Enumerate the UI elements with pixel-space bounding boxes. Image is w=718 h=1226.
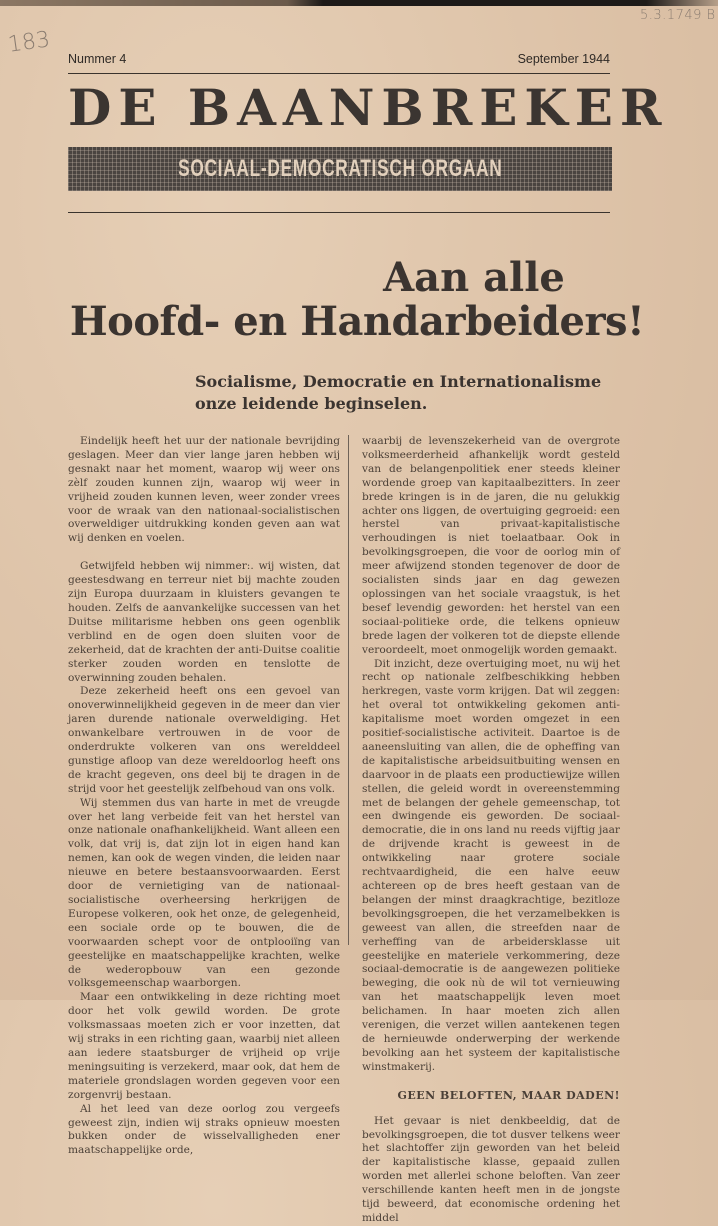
masthead-info: [68, 52, 610, 66]
subtitle-band: [68, 147, 612, 191]
paragraph: Deze zekerheid heeft ons een gevoel van onoverwinnelijkheid gegeven in de meer dan vier jaren durende nationale overweldiging. Het onwankelbare vertrouwen in de voor de onderdrukte volkeren van ons werelddeel gunstige afloop van deze wereldoorlog heeft ons de kracht gegeven, ons deel bij te dragen in de strijd voor het geestelijk zelfbehoud van ons volk.: [68, 685, 340, 795]
masthead-rule-bottom: [68, 212, 610, 213]
paragraph: Maar een ontwikkeling in deze richting moet door het volk gewild worden. De grote volksmassaas moeten zich er voor inzetten, dat wij straks in een richting gaan, waarbij niet alleen aan iedere staatsburger de vrijheid op vrije meningsuiting is verzekerd, maar ook, dat hem de materiele grondslagen worden gegeven voor een zorgenvrij bestaan.: [68, 991, 340, 1101]
paragraph: Eindelijk heeft het uur der nationale bevrijding geslagen. Meer dan vier lange jaren hebben wij gesnakt naar het moment, waarop wij weer ons zèlf zouden kunnen zijn, waarop wij weer in vrijheid zouden kunnen leven, weer zonder vrees voor de wraak van den nationaal-socialistischen overweldiger uitdrukking konden geven aan wat wij denken en voelen.: [68, 435, 340, 545]
torn-paper-edge: [0, 0, 718, 6]
issue-number: Nummer 4: [68, 52, 127, 66]
headline-line-1: Aan alle: [383, 254, 565, 301]
issue-date: September 1944: [517, 52, 610, 66]
pencil-archive-number: 183: [6, 27, 52, 58]
paragraph: Dit inzicht, deze overtuiging moet, nu wij het recht op nationale zelfbeschikking hebben herkregen, vaste vorm krijgen. Dat wil zeggen: het overal tot ontwikkeling gekomen anti-kapitalisme moet worden omgezet in een positief-socialistische activiteit. Daartoe is de aaneensluiting van allen, die de opheffing van de kapitalistische arbeidsuitbuiting wensen en daarvoor in de plaats een productiewijze willen stellen, die geleid wordt in overeenstemming met de belangen der gehele gemeenschap, tot een dwingende eis geworden. De sociaal-democratie, die in ons land nu reeds vijftig jaar de drijvende kracht is geweest in de ontwikkeling naar grotere sociale rechtvaardigheid, die een halve eeuw achtereen op de bres heeft gestaan van de belangen der minst draagkrachtige, bezitloze bevolkingsgroepen, die het verzamelbekken is geweest van allen, die streefden naar de verheffing van de arbeidersklasse uit geestelijke en materiele verkommering, deze sociaal-democratie is de aangewezen politieke beweging, die ook nù de wil tot vernieuwing van het maatschappelijk leven moet belichamen. In haar moeten zich allen verenigen, die verzet willen aantekenen tegen de hernieuwde onderwerping der werkende bevolking aan het systeem der kapitalistische winstmakerij.: [362, 657, 620, 1073]
newspaper-title: DE BAANBREKER: [68, 78, 669, 137]
paragraph: Wij stemmen dus van harte in met de vreugde over het lang verbeide feit van het herstel van onze nationale onafhankelijkheid. Want alleen een volk, dat vrij is, dat zijn lot in eigen hand kan nemen, kan ook de wegen vinden, die leiden naar nieuwe en betere bestaansvoorwaarden. Eerst door de vernietiging van de nationaal-socialistische overheersing herkrijgen de Europese volkeren, ook het onze, de gelegenheid, een sociale orde op te bouwen, die de voorwaarden schept voor de ontplooiïng van geestelijke en maatschappelijke krachten, welke de wederopbouw van een gezonde volksgemeenschap waarborgen.: [68, 796, 340, 990]
paragraph: waarbij de levenszekerheid van de overgrote volksmeerderheid afhankelijk wordt gesteld van de belangenpolitiek ener steeds kleiner wordende groep van kapitaalbezitters. In zeer brede kringen is in de jaren, die nu gelukkig achter ons liggen, de overtuiging gegroeid: een herstel van privaat-kapitalistische verhoudingen is niet toelaatbaar. Ook in bevolkingsgroepen, die voor de oorlog min of meer afwijzend stonden tegenover de door de socialisten sinds jaar en dag gewezen oplossingen van het sociale vraagstuk, is het besef levendig geworden: het herstel van een sociaal-politieke orde, die telkens opnieuw brede lagen der volkeren tot de diepste ellende veroordeelt, moet onmogelijk worden gemaakt.: [362, 435, 620, 656]
section-heading: GEEN BELOFTEN, MAAR DADEN!: [397, 1088, 620, 1102]
subheadline: [195, 371, 615, 415]
column-divider: [348, 435, 349, 945]
article-column-right: [362, 435, 620, 1226]
paragraph: Getwijfeld hebben wij nimmer:. wij wisten, dat geestesdwang en terreur niet bij machte zouden zijn Europa duurzaam in kluisters gevangen te houden. Zelfs de aanvankelijke successen van het Duitse militarisme hebben ons geen ogenblik verblind en de ogen doen sluiten voor de zekerheid, dat de krachten der anti-Duitse coalitie sterker zouden worden en tenslotte de overwinning zouden behalen.: [68, 560, 340, 684]
paragraph: Al het leed van deze oorlog zou vergeefs geweest zijn, indien wij straks opnieuw moesten bukken onder de wisselvalligheden ener maatschappelijke orde,: [68, 1102, 340, 1157]
subheadline-line-2: onze leidende beginselen.: [195, 394, 428, 413]
article-column-left: [68, 435, 340, 1158]
headline-line-2: Hoofd- en Handarbeiders!: [69, 298, 645, 345]
subheadline-line-1: Socialisme, Democratie en Internationalisme: [195, 372, 602, 391]
masthead-rule-top: [68, 73, 610, 74]
pencil-reference-code: 5.3.1749 B: [640, 8, 716, 23]
newspaper-subtitle: SOCIAAL-DEMOCRATISCH ORGAAN: [177, 155, 503, 182]
paragraph: Het gevaar is niet denkbeeldig, dat de bevolkingsgroepen, die tot dusver telkens weer het slachtoffer zijn geworden van het beleid der kapitalistische klasse, gepaaid zullen worden met allerlei schone beloften. Van zeer verschillende kanten heeft men in de jongste tijd beweerd, dat economische ordening het middel: [362, 1114, 620, 1224]
